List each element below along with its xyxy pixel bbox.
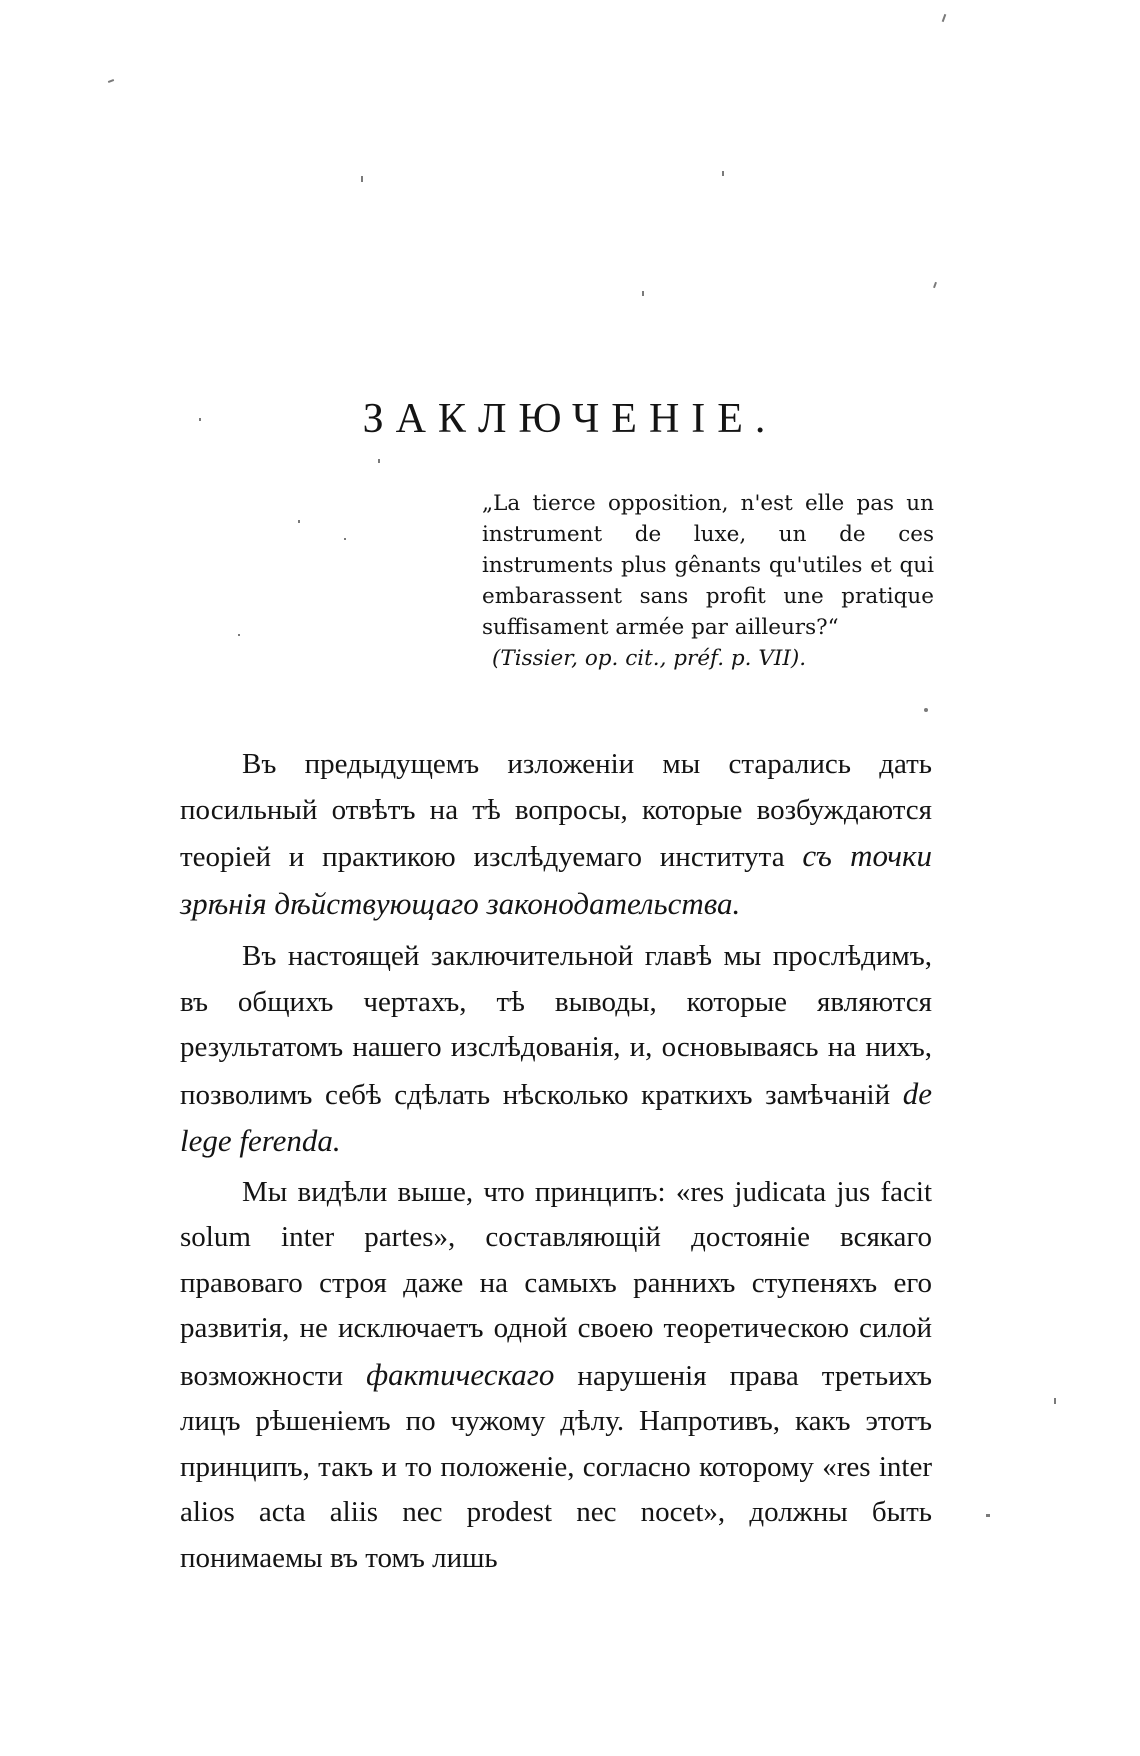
scan-speck <box>722 171 724 176</box>
paragraph-text: Въ предыдущемъ изложеніи мы старались дать посильный отвѣтъ на тѣ вопросы, которые возбуждаются теоріей и практикою изслѣдуемаго института <box>180 748 932 873</box>
epigraph-source: (Tissier, op. cit., préf. p. VII). <box>492 646 807 671</box>
paragraph <box>180 1170 932 1582</box>
scan-speck <box>986 1514 990 1517</box>
scan-speck <box>238 634 240 636</box>
italic-phrase: фактическаго <box>366 1356 555 1392</box>
scan-speck <box>108 79 114 83</box>
italic-phrase: съ точки зрѣнія дѣйствующаго законодательства. <box>180 838 932 921</box>
scan-speck <box>942 14 947 22</box>
epigraph <box>482 488 934 674</box>
scan-speck <box>344 538 346 540</box>
scan-speck <box>378 459 380 463</box>
scan-speck <box>933 282 937 288</box>
scan-speck <box>361 176 363 182</box>
scan-speck <box>1054 1398 1056 1404</box>
paragraph <box>180 742 932 928</box>
chapter-heading: ЗАКЛЮЧЕНІЕ. <box>362 396 778 442</box>
scan-speck <box>642 291 644 296</box>
scan-speck <box>924 708 928 712</box>
paragraph-text: Въ настоящей заключительной главѣ мы прослѣдимъ, въ общихъ чертахъ, тѣ выводы, которые являются результатомъ нашего изслѣдованія, и, основываясь на нихъ, позволимъ себѣ сдѣлать нѣсколько краткихъ замѣчаній <box>180 940 932 1111</box>
italic-phrase: de lege ferenda. <box>180 1075 933 1158</box>
paragraph-text: Мы видѣли выше, что принципъ: «res judicata jus facit solum inter partes», составляющій достояніе всякаго правоваго строя даже на самыхъ раннихъ ступеняхъ его развитія, не исключаетъ одной своею теоретическою силой возможности <box>180 1175 932 1392</box>
paragraph-text: нарушенія права третьихъ лицъ рѣшеніемъ по чужому дѣлу. Напротивъ, какъ этотъ принципъ, такъ и то положеніе, согласно которому «res inter alios acta aliis nec prodest nec nocet», должны быть понимаемы въ томъ лишь <box>180 1359 933 1574</box>
main-text <box>180 742 932 1585</box>
epigraph-quote: „La tierce opposition, n'est elle pas un instrument de luxe, un de ces instruments plus gênants qu'utiles et qui embarassent sans profit une pratique suffisament armée par ailleurs?“ <box>482 491 934 640</box>
scan-speck <box>298 520 300 523</box>
paragraph <box>180 934 932 1166</box>
